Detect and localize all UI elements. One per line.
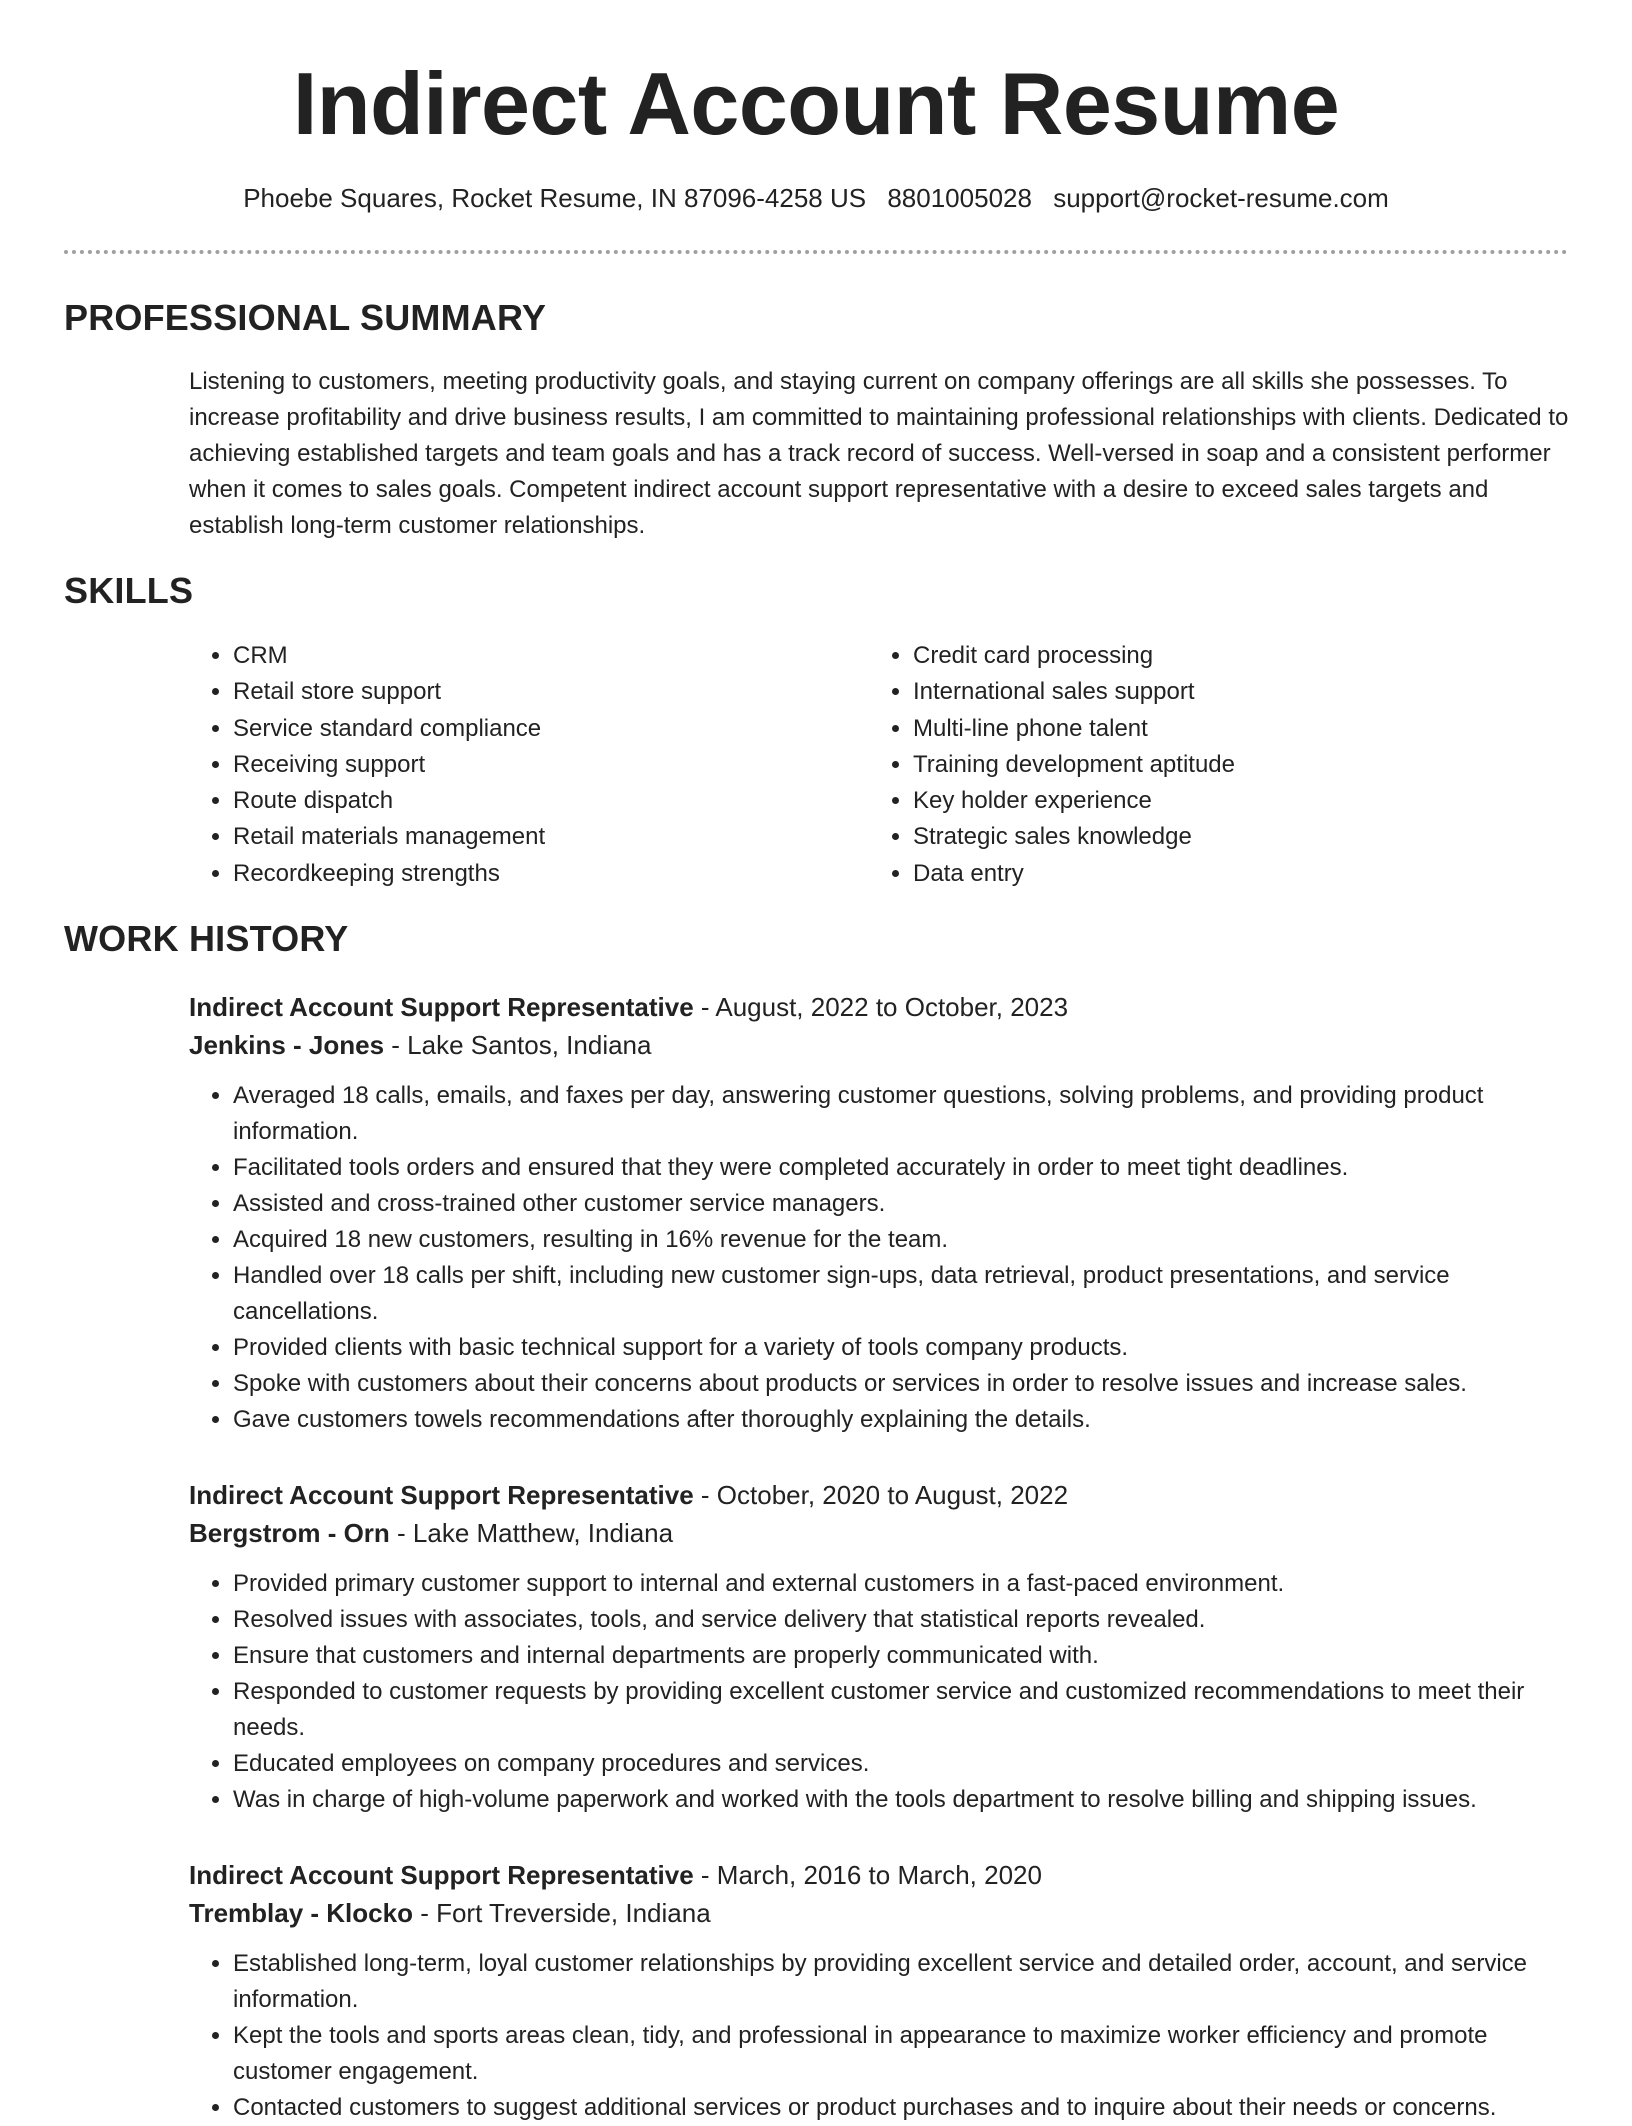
skill-item: • Recordkeeping strengths bbox=[233, 856, 869, 892]
job-bullet: • Gave customers towels recommendations after thoroughly explaining the details. bbox=[233, 1402, 1569, 1438]
skill-item: • Retail materials management bbox=[233, 819, 869, 855]
skill-item: • Strategic sales knowledge bbox=[913, 819, 1549, 855]
job-entry bbox=[189, 1856, 1569, 2126]
skill-item: • CRM bbox=[233, 638, 869, 674]
job-company: Tremblay - Klocko bbox=[189, 1898, 413, 1928]
contact-line bbox=[0, 180, 1632, 216]
job-entry bbox=[189, 988, 1569, 1438]
skills-column-right bbox=[869, 638, 1549, 892]
job-bullet: • Averaged 18 calls, emails, and faxes per day, answering customer questions, solving problems, and providing product information. bbox=[233, 1078, 1569, 1150]
job-bullet: • Provided clients with basic technical support for a variety of tools company products. bbox=[233, 1330, 1569, 1366]
job-bullets bbox=[189, 1946, 1569, 2126]
job-company: Bergstrom - Orn bbox=[189, 1518, 390, 1548]
section-title-summary: PROFESSIONAL SUMMARY bbox=[64, 297, 547, 338]
job-title-line bbox=[189, 1856, 1569, 1894]
job-bullet: • Resolved issues with associates, tools, and service delivery that statistical reports revealed. bbox=[233, 1602, 1569, 1638]
skill-item: • Credit card processing bbox=[913, 638, 1549, 674]
job-bullet: • Responded to customer requests by providing excellent customer service and customized recommendations to meet their needs. bbox=[233, 1674, 1569, 1746]
skill-item: • International sales support bbox=[913, 674, 1549, 710]
job-company-line bbox=[189, 1894, 1569, 1932]
skill-item: • Service standard compliance bbox=[233, 711, 869, 747]
skills-list bbox=[189, 638, 1569, 892]
job-dates: - August, 2022 to October, 2023 bbox=[693, 992, 1069, 1022]
job-company-line bbox=[189, 1026, 1569, 1064]
skill-item: • Route dispatch bbox=[233, 783, 869, 819]
job-title-line bbox=[189, 1476, 1569, 1514]
job-dates: - March, 2016 to March, 2020 bbox=[693, 1860, 1042, 1890]
header-divider bbox=[64, 250, 1568, 254]
contact-address: Phoebe Squares, Rocket Resume, IN 87096-4258 US bbox=[243, 183, 867, 213]
job-company: Jenkins - Jones bbox=[189, 1030, 385, 1060]
job-bullet: • Educated employees on company procedures and services. bbox=[233, 1746, 1569, 1782]
job-location: - Fort Treverside, Indiana bbox=[412, 1898, 711, 1928]
job-bullet: • Spoke with customers about their concerns about products or services in order to resolve issues and increase sales. bbox=[233, 1366, 1569, 1402]
job-bullet: • Assisted and cross-trained other customer service managers. bbox=[233, 1186, 1569, 1222]
summary-text: Listening to customers, meeting productivity goals, and staying current on company offerings are all skills she possesses. To increase profitability and drive business results, I am committed to maintaining professional relationships with clients. Dedicated to achieving established targets and team goals and has a track record of success. Well-versed in soap and a consistent performer when it comes to sales goals. Competent indirect account support representative with a desire to exceed sales targets and establish long-term customer relationships. bbox=[189, 368, 1569, 539]
skills-column-left bbox=[189, 638, 869, 892]
job-bullet: • Contacted customers to suggest additional services or product purchases and to inquire about their needs or concerns. bbox=[233, 2090, 1569, 2126]
contact-phone: 8801005028 bbox=[887, 183, 1032, 213]
skill-item: • Data entry bbox=[913, 856, 1549, 892]
skill-item: • Receiving support bbox=[233, 747, 869, 783]
resume-title: Indirect Account Resume bbox=[292, 54, 1340, 153]
job-bullet: • Acquired 18 new customers, resulting in 16% revenue for the team. bbox=[233, 1222, 1569, 1258]
job-title: Indirect Account Support Representative bbox=[189, 1860, 694, 1890]
job-dates: - October, 2020 to August, 2022 bbox=[693, 1480, 1069, 1510]
job-entry bbox=[189, 1476, 1569, 1818]
job-bullets bbox=[189, 1078, 1569, 1438]
job-title: Indirect Account Support Representative bbox=[189, 992, 694, 1022]
job-bullet: • Handled over 18 calls per shift, including new customer sign-ups, data retrieval, product presentations, and service cancellations. bbox=[233, 1258, 1569, 1330]
job-company-line bbox=[189, 1514, 1569, 1552]
job-bullet: • Facilitated tools orders and ensured that they were completed accurately in order to meet tight deadlines. bbox=[233, 1150, 1569, 1186]
job-bullet: • Provided primary customer support to internal and external customers in a fast-paced environment. bbox=[233, 1566, 1569, 1602]
section-title-skills: SKILLS bbox=[64, 570, 194, 611]
job-bullets bbox=[189, 1566, 1569, 1818]
job-location: - Lake Matthew, Indiana bbox=[389, 1518, 674, 1548]
job-title: Indirect Account Support Representative bbox=[189, 1480, 694, 1510]
job-location: - Lake Santos, Indiana bbox=[384, 1030, 652, 1060]
skill-item: • Retail store support bbox=[233, 674, 869, 710]
job-bullet: • Established long-term, loyal customer relationships by providing excellent service and detailed order, account, and service information. bbox=[233, 1946, 1569, 2018]
section-title-work: WORK HISTORY bbox=[64, 918, 349, 959]
contact-email: support@rocket-resume.com bbox=[1053, 183, 1389, 213]
skill-item: • Key holder experience bbox=[913, 783, 1549, 819]
job-bullet: • Was in charge of high-volume paperwork and worked with the tools department to resolve billing and shipping issues. bbox=[233, 1782, 1569, 1818]
job-title-line bbox=[189, 988, 1569, 1026]
skill-item: • Multi-line phone talent bbox=[913, 711, 1549, 747]
skill-item: • Training development aptitude bbox=[913, 747, 1549, 783]
job-bullet: • Ensure that customers and internal departments are properly communicated with. bbox=[233, 1638, 1569, 1674]
job-bullet: • Kept the tools and sports areas clean, tidy, and professional in appearance to maximize worker efficiency and promote customer engagement. bbox=[233, 2018, 1569, 2090]
